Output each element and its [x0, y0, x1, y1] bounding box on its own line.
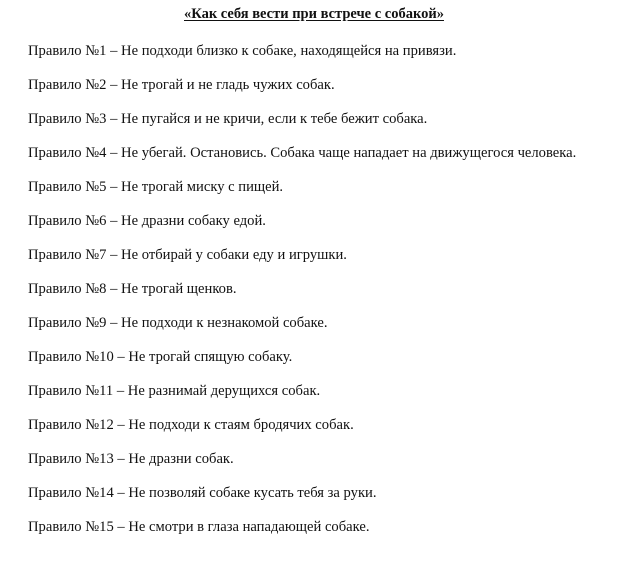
rule-item: Правило №12 – Не подходи к стаям бродячих собак.: [28, 417, 354, 433]
rule-item: Правило №14 – Не позволяй собаке кусать тебя за руки.: [28, 485, 377, 501]
rule-item: Правило №8 – Не трогай щенков.: [28, 281, 237, 297]
rule-item: Правило №9 – Не подходи к незнакомой собаке.: [28, 315, 328, 331]
rule-item: Правило №7 – Не отбирай у собаки еду и игрушки.: [28, 247, 347, 263]
rule-item: Правило №1 – Не подходи близко к собаке, находящейся на привязи.: [28, 43, 457, 59]
rule-item: Правило №3 – Не пугайся и не кричи, если к тебе бежит собака.: [28, 111, 428, 127]
rules-list: [28, 40, 576, 550]
rule-item: Правило №11 – Не разнимай дерущихся собак.: [28, 383, 321, 399]
rule-item: Правило №5 – Не трогай миску с пищей.: [28, 179, 284, 195]
rule-item: Правило №4 – Не убегай. Остановись. Собака чаще нападает на движущегося человека.: [28, 145, 577, 161]
document-title: «Как себя вести при встрече с собакой»: [184, 6, 444, 22]
rule-item: Правило №2 – Не трогай и не гладь чужих собак.: [28, 77, 335, 93]
rule-item: Правило №13 – Не дразни собак.: [28, 451, 234, 467]
rule-item: Правило №6 – Не дразни собаку едой.: [28, 213, 266, 229]
rule-item: Правило №10 – Не трогай спящую собаку.: [28, 349, 293, 365]
rule-item: Правило №15 – Не смотри в глаза нападающей собаке.: [28, 519, 370, 535]
